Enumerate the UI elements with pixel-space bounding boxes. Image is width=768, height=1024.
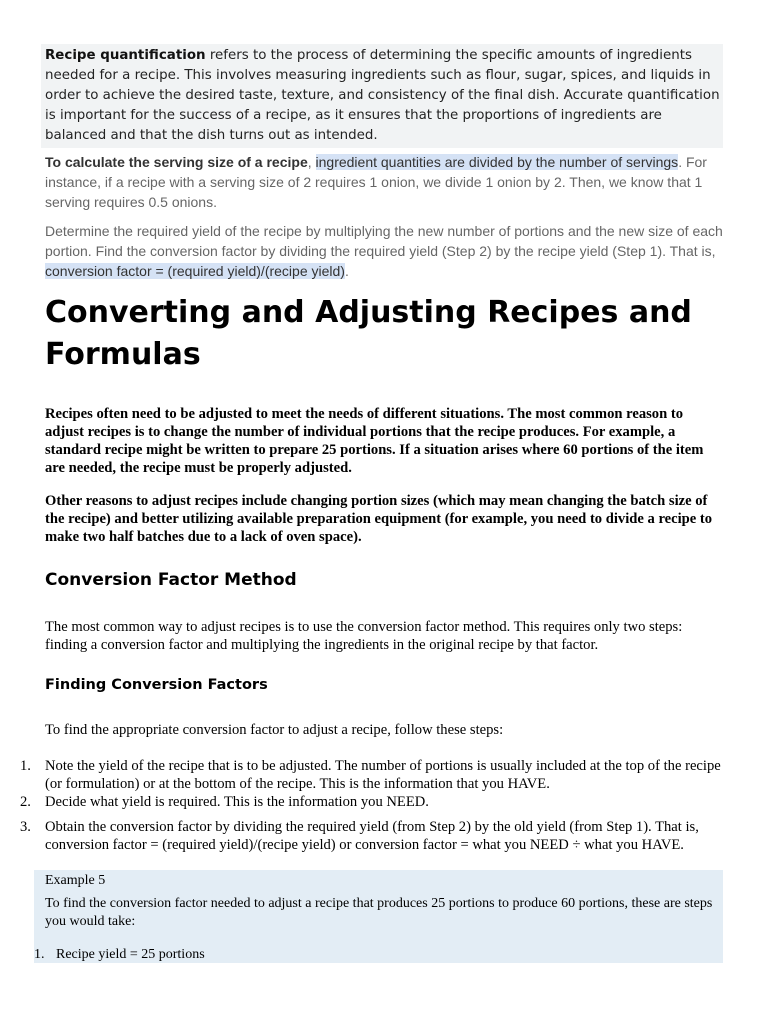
conversion-factor-highlight: conversion factor = (required yield)/(recipe yield) [45,263,345,279]
recipe-quantification-text: refers to the process of determining the specific amounts of ingredients needed for a recipe. This involves measuring ingredients such as flour, sugar, spices, and liquids in order to achieve the desired taste, texture, and consistency of the final dish. Accurate quantification is important for the success of a recipe, as it ensures that the proportions of ingredients are balanced and that the dish turns out as intended. [45,48,720,143]
serving-size-highlight: ingredient quantities are divided by the number of servings [315,154,679,170]
step-number: 1. [20,758,31,774]
serving-size-comma: , [307,154,316,170]
step-number: 2. [20,794,31,810]
serving-size-text: . For instance, if a recipe with a serving size of 2 requires 1 onion, we divide 1 onion by 2. Then, we know that 1 serving requires 0.5 onions. [45,154,707,210]
recipe-quantification-paragraph [41,44,723,148]
adjust-recipes-paragraph: Recipes often need to be adjusted to meet the needs of different situations. The most common reason to adjust recipes is to change the number of individual portions that the recipe produces. For example, a standard recipe might be written to prepare 25 portions. If a situation arises where 60 portions of the item are needed, the recipe must be properly adjusted. [45,406,704,476]
method-paragraph: The most common way to adjust recipes is to use the conversion factor method. This requires only two steps: finding a conversion factor and multiplying the ingredients in the original recipe by that factor. [45,619,683,653]
example-item-number: 1. [34,947,45,962]
required-yield-end: . [344,263,349,279]
step-number: 3. [20,819,31,835]
required-yield-paragraph [45,221,725,281]
example-item-text: Recipe yield = 25 portions [56,947,205,962]
example-text: To find the conversion factor needed to adjust a recipe that produces 25 portions to produce 60 portions, these are steps you would take: [45,896,713,929]
step-text: Decide what yield is required. This is the information you NEED. [45,794,429,810]
required-yield-text: Determine the required yield of the recipe by multiplying the new number of portions and the new size of each portion. Find the conversion factor by dividing the required yield (Step 2) by the recipe yield (Step 1). That is, [45,223,723,259]
serving-size-lead: To calculate the serving size of a recipe [45,154,308,170]
example-title: Example 5 [45,873,106,888]
steps-intro: To find the appropriate conversion factor to adjust a recipe, follow these steps: [45,722,504,738]
serving-size-paragraph [45,152,725,212]
list-item [0,757,740,793]
step-text: Obtain the conversion factor by dividing the required yield (from Step 2) by the old yield (from Step 1). That is, conversion factor = (required yield)/(recipe yield) or conversion factor = what you NEED ÷ what you HAVE. [45,819,699,853]
list-item [0,793,740,811]
finding-conversion-factors-heading: Finding Conversion Factors [45,677,268,693]
step-text: Note the yield of the recipe that is to be adjusted. The number of portions is usually included at the top of the recipe (or formulation) or at the bottom of the recipe. This is the information that you HAVE. [45,758,721,792]
other-reasons-paragraph: Other reasons to adjust recipes include changing portion sizes (which may mean changing the batch size of the recipe) and better utilizing available preparation equipment (for example, you need to divide a recipe to make two half batches due to a lack of oven space). [45,493,713,545]
recipe-quantification-term: Recipe quantification [45,48,206,63]
conversion-factor-method-heading: Conversion Factor Method [45,570,297,590]
list-item [0,818,740,854]
page-heading: Converting and Adjusting Recipes and Formulas [45,295,692,372]
